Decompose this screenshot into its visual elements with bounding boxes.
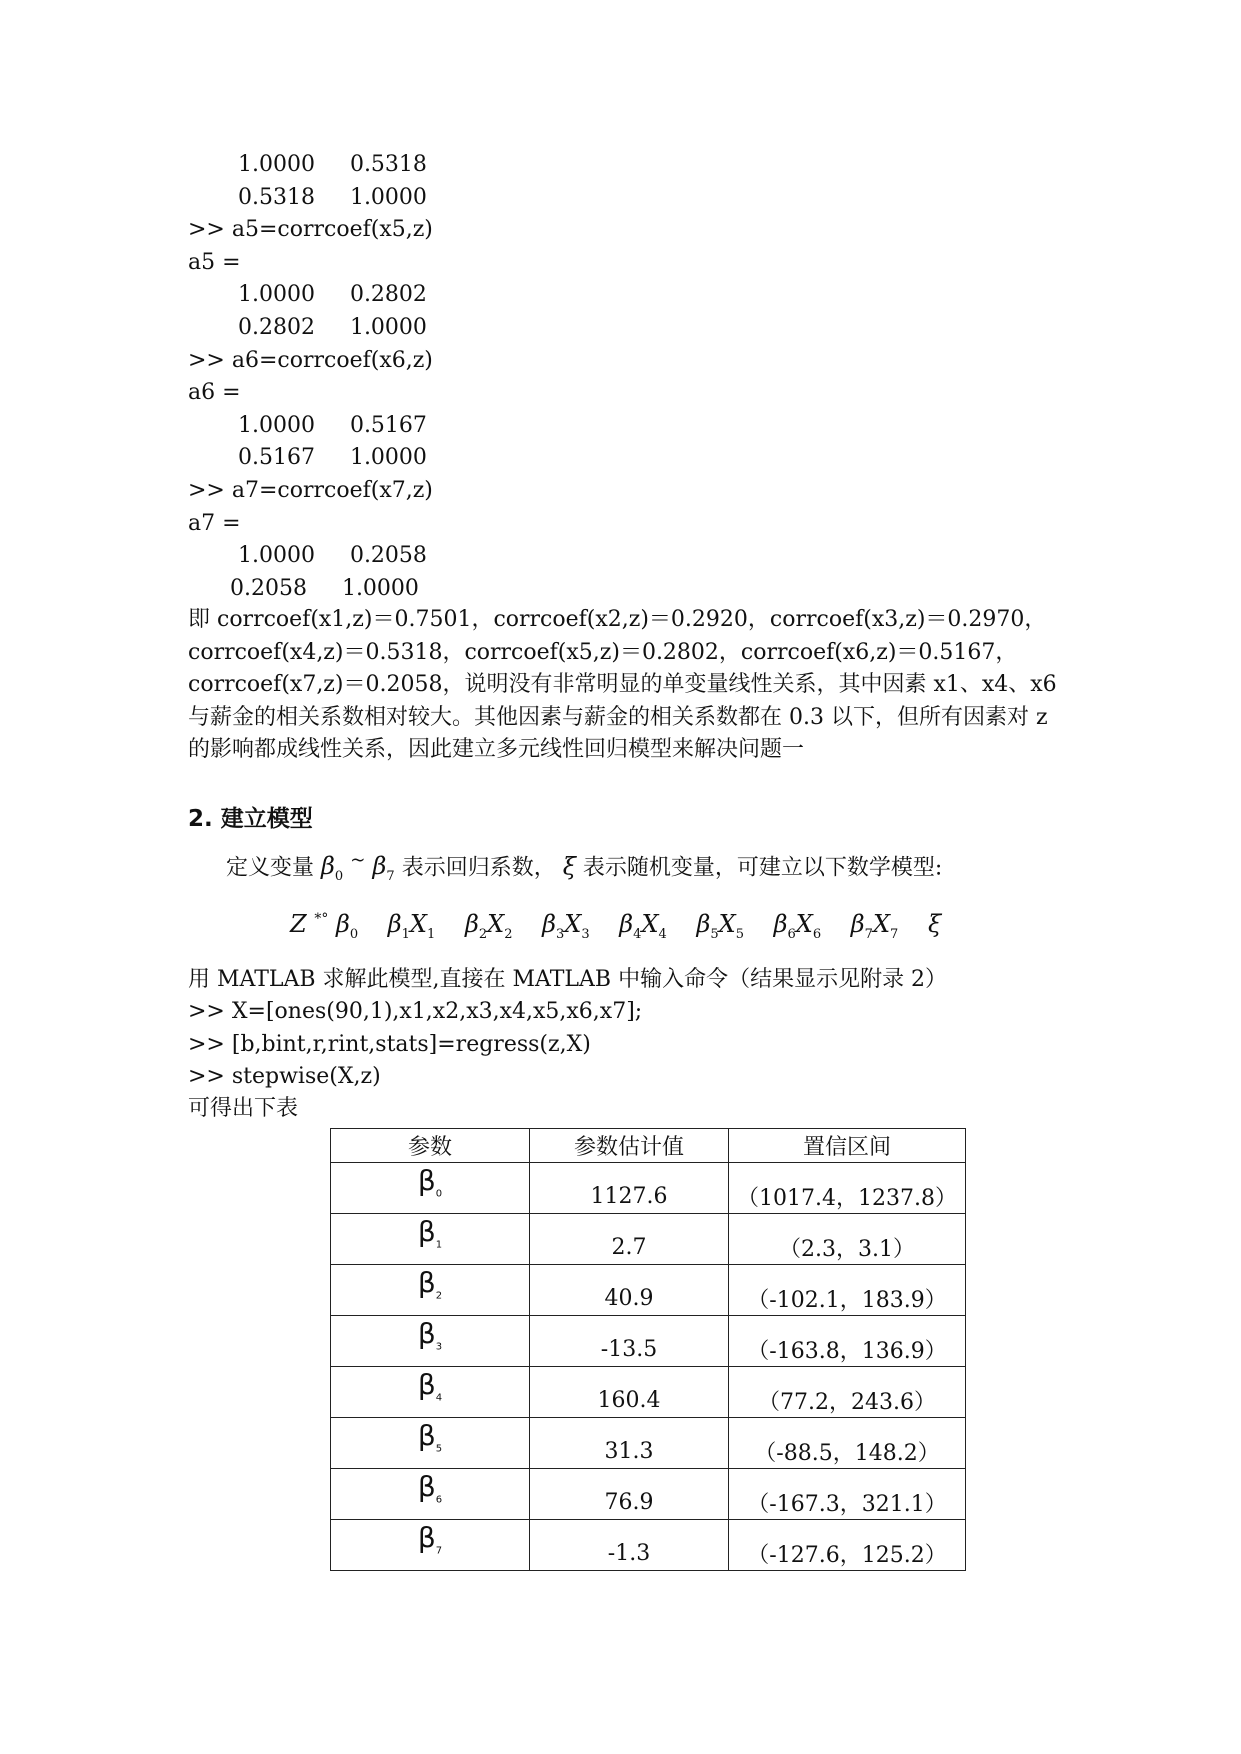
beta-subscript: 0 (435, 1188, 443, 1200)
interval-value: （77.2，243.6） (758, 1389, 936, 1415)
header-param: 参数 (331, 1129, 530, 1163)
beta-letter: β (417, 1521, 436, 1555)
estimate-cell (530, 1265, 729, 1316)
definition-suffix: 表示随机变量，可建立以下数学模型: (582, 855, 943, 881)
formula-term-b2: $\beta_2X_2$ (464, 910, 513, 942)
formula-term-xi: ξ (927, 910, 942, 938)
beta-letter: β (417, 1215, 436, 1249)
estimate-value: -1.3 (607, 1540, 651, 1566)
code-line: 1.0000 0.5318 (238, 152, 427, 177)
table-row (331, 1418, 966, 1469)
beta-subscript: 5 (435, 1443, 443, 1455)
estimate-cell (530, 1214, 729, 1265)
estimate-cell (530, 1163, 729, 1214)
interval-cell (729, 1316, 966, 1367)
regression-formula (290, 910, 941, 942)
formula-term-b1: $\beta_1X_1$ (387, 910, 436, 942)
code-line: >> a7=corrcoef(x7,z) (188, 478, 433, 503)
estimate-cell (530, 1520, 729, 1571)
table-row (331, 1214, 966, 1265)
interval-cell (729, 1520, 966, 1571)
formula-term-b7: $\beta_7X_7$ (850, 910, 899, 942)
interval-value: （-88.5，148.2） (754, 1440, 940, 1466)
beta-letter: β (417, 1317, 436, 1351)
beta-letter: β (417, 1266, 436, 1300)
matlab-intro: 用 MATLAB 求解此模型,直接在 MATLAB 中输入命令（结果显示见附录 2） (188, 967, 948, 992)
beta-letter: β (417, 1419, 436, 1453)
formula-term-b3: $\beta_3X_3$ (542, 910, 590, 942)
table-row (331, 1469, 966, 1520)
code-line: 0.2802 1.0000 (238, 315, 427, 340)
matlab-command-1: >> X=[ones(90,1),x1,x2,x3,x4,x5,x6,x7]; (188, 999, 643, 1024)
formula-term-b6: $\beta_6X_6$ (773, 910, 822, 942)
beta-letter: β (417, 1470, 436, 1504)
code-line: 0.5167 1.0000 (238, 445, 427, 471)
section-heading: 2. 建立模型 (188, 806, 313, 832)
matlab-command-2: >> [b,bint,r,rint,stats]=regress(z,X) (188, 1032, 591, 1057)
beta-subscript: 1 (435, 1239, 443, 1251)
beta-symbol (417, 1368, 443, 1404)
beta-symbol (417, 1215, 443, 1251)
definition-middle: 表示回归系数， (401, 855, 556, 881)
code-line: 1.0000 0.2058 (238, 543, 427, 569)
definition-prefix: 定义变量 (226, 855, 315, 881)
beta-subscript: 4 (435, 1392, 443, 1404)
header-interval: 置信区间 (729, 1129, 966, 1163)
formula-term-b0: $\beta_0$ (335, 910, 359, 942)
code-line: 0.2058 1.0000 (230, 575, 419, 601)
formula-lhs: Z (290, 910, 307, 938)
estimate-cell (530, 1367, 729, 1418)
interval-value: （1017.4，1237.8） (737, 1185, 957, 1211)
beta-symbol (417, 1266, 443, 1302)
interval-value: （-127.6，125.2） (747, 1542, 947, 1568)
code-line: 1.0000 0.5167 (238, 412, 427, 438)
interval-cell (729, 1214, 966, 1265)
beta-7-symbol: $\beta_7$ (372, 852, 395, 885)
interval-value: （-102.1，183.9） (747, 1287, 947, 1313)
beta-symbol (417, 1470, 443, 1506)
estimate-value: 76.9 (604, 1489, 654, 1515)
interval-cell (729, 1418, 966, 1469)
interval-cell (729, 1469, 966, 1520)
param-cell (331, 1214, 530, 1265)
matlab-command-3: >> stepwise(X,z) (188, 1064, 381, 1089)
beta-subscript: 2 (435, 1290, 443, 1302)
param-cell (331, 1469, 530, 1520)
beta-0-symbol: $\beta_0$ (321, 852, 344, 885)
variable-definition (226, 850, 942, 884)
summary-paragraph: 即 corrcoef(x1,z)＝0.7501，corrcoef(x2,z)＝0.2920，corrcoef(x3,z)＝0.2970，corrcoef(x4,z)＝0.5318，corrcoef(x5,z)＝0.2802，corrcoef(x6,z)＝0.5167，corrcoef(x7,z)＝0.2058，说明没有非常明显的单变量线性关系，其中因素 x1、x4、x6 与薪金的相关系数相对较大。其他因素与薪金的相关系数都在 0.3 以下，但所有因素对 z 的影响都成线性关系，因此建立多元线性回归模型来解决问题一 (188, 607, 1057, 762)
table-row (331, 1367, 966, 1418)
interval-cell (729, 1265, 966, 1316)
beta-subscript: 6 (435, 1494, 443, 1506)
param-cell (331, 1265, 530, 1316)
code-line: >> a6=corrcoef(x6,z) (188, 347, 433, 373)
code-line: 0.5318 1.0000 (238, 184, 427, 210)
table-row (331, 1316, 966, 1367)
interval-value: （-163.8，136.9） (747, 1338, 947, 1364)
param-cell (331, 1520, 530, 1571)
table-intro: 可得出下表 (188, 1096, 299, 1121)
beta-subscript: 3 (435, 1341, 443, 1353)
interval-value: （2.3，3.1） (779, 1236, 915, 1262)
formula-eq-mark: *° (314, 911, 329, 927)
formula-term-b5: $\beta_5X_5$ (696, 910, 744, 942)
code-line: >> a5=corrcoef(x5,z) (188, 217, 433, 243)
estimate-cell (530, 1469, 729, 1520)
param-cell (331, 1418, 530, 1469)
estimate-value: 1127.6 (590, 1183, 668, 1209)
beta-letter: β (417, 1368, 436, 1402)
coefficient-table (330, 1128, 966, 1571)
estimate-value: 31.3 (604, 1438, 654, 1464)
param-cell (331, 1316, 530, 1367)
beta-symbol (417, 1317, 443, 1353)
table-row (331, 1163, 966, 1214)
param-cell (331, 1163, 530, 1214)
estimate-cell (530, 1418, 729, 1469)
table-header-row (331, 1129, 966, 1163)
interval-cell (729, 1163, 966, 1214)
beta-symbol (417, 1521, 443, 1557)
table-row (331, 1265, 966, 1316)
code-line: a6 = (188, 380, 241, 406)
interval-cell (729, 1367, 966, 1418)
param-cell (331, 1367, 530, 1418)
xi-symbol: ξ (562, 852, 576, 881)
beta-symbol (417, 1164, 443, 1200)
formula-term-b4: $\beta_4X_4$ (619, 910, 667, 942)
estimate-value: 40.9 (604, 1285, 654, 1311)
estimate-cell (530, 1316, 729, 1367)
tilde-symbol: ~ (350, 850, 366, 871)
interval-value: （-167.3，321.1） (747, 1491, 947, 1517)
beta-symbol (417, 1419, 443, 1455)
code-line: a5 = (188, 249, 241, 275)
header-estimate: 参数估计值 (530, 1129, 729, 1163)
beta-subscript: 7 (435, 1545, 443, 1557)
code-line: a7 = (188, 510, 241, 536)
estimate-value: 2.7 (611, 1234, 647, 1260)
code-line: 1.0000 0.2802 (238, 282, 427, 308)
estimate-value: -13.5 (600, 1336, 658, 1362)
table-row (331, 1520, 966, 1571)
beta-letter: β (417, 1164, 436, 1198)
estimate-value: 160.4 (597, 1387, 661, 1413)
